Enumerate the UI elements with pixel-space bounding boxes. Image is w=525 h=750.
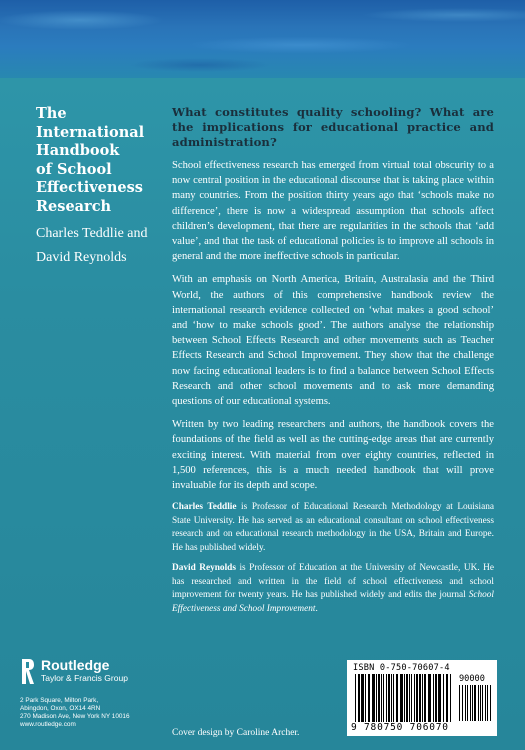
author-bio-reynolds xyxy=(172,562,494,616)
publisher-address xyxy=(20,697,170,729)
barcode-bar xyxy=(400,674,403,722)
title-line: Effectiveness xyxy=(36,179,143,196)
bio-author-name: Charles Teddlie xyxy=(172,502,237,513)
barcode-bar xyxy=(372,674,375,722)
barcode-bar xyxy=(388,674,390,722)
blurb-column xyxy=(172,105,494,623)
author-bio-teddlie xyxy=(172,501,494,555)
blurb-paragraph: Written by two leading researchers and authors, the handbook covers the foundations of the field as well as the cutting-edge areas that are currently exciting interest. With material from over eighty countries, reflected in 1,500 references, this is a much needed handbook that will prove invaluable for its depth and scope. xyxy=(172,419,494,492)
barcode-bar xyxy=(383,674,384,722)
barcode-bar xyxy=(406,674,408,722)
publisher-logo xyxy=(20,658,170,688)
barcode-bar xyxy=(358,674,360,722)
barcode-bar xyxy=(419,674,421,722)
barcode-bar xyxy=(428,674,431,722)
barcode-bar xyxy=(485,685,486,721)
barcode-bar xyxy=(472,685,473,721)
barcode-bar xyxy=(361,674,364,722)
barcode-bar xyxy=(365,674,366,722)
barcode-bar xyxy=(409,674,410,722)
barcode-bar xyxy=(378,674,380,722)
barcode-bar xyxy=(450,674,451,722)
publisher-block xyxy=(20,658,170,729)
addon-barcode-bars xyxy=(459,685,493,721)
barcode-bar xyxy=(404,674,405,722)
bio-text: is Professor of Education at the University of Newcastle, UK. He has researched and written in the field of school effectiveness and school improvement for twenty years. He has published widely and edits the journal xyxy=(172,563,494,601)
bio-text-end: . xyxy=(315,603,318,614)
barcode-bar xyxy=(465,685,466,721)
ean-barcode-bars xyxy=(355,674,453,722)
barcode-bar xyxy=(393,674,394,722)
barcode-bar xyxy=(459,685,460,721)
barcode-bar xyxy=(433,674,434,722)
book-authors xyxy=(36,222,161,270)
barcode-bar xyxy=(414,674,415,722)
barcode-bar xyxy=(411,674,412,722)
title-line: The xyxy=(36,105,67,122)
routledge-logo-icon xyxy=(20,658,36,688)
barcode-bar xyxy=(416,674,418,722)
barcode-bar xyxy=(446,674,448,722)
isbn-text: ISBN 0-750-70607-4 xyxy=(353,663,450,673)
publisher-group: Taylor & Francis Group xyxy=(41,673,128,683)
barcode-bar xyxy=(391,674,392,722)
barcode-bar xyxy=(396,674,398,722)
blurb-headline: What constitutes quality schooling? What are the implications for educational practice and administration? xyxy=(172,105,494,149)
barcode-bar xyxy=(482,685,483,721)
water-texture-banner xyxy=(0,0,525,78)
publisher-name: Routledge xyxy=(41,657,110,673)
title-line: Research xyxy=(36,197,112,215)
isbn-barcode xyxy=(347,660,497,736)
barcode-bar xyxy=(355,674,356,722)
address-line: www.routledge.com xyxy=(20,721,76,728)
barcode-bar xyxy=(368,674,370,722)
barcode-bar xyxy=(490,685,491,721)
address-line: 2 Park Square, Milton Park, xyxy=(20,697,99,704)
ean-number: 9 780750 706070 xyxy=(351,722,449,733)
barcode-bar xyxy=(435,674,437,722)
blurb-paragraph: With an emphasis on North America, Britain, Australasia and the Third World, the authors of this comprehensive handbook review the international research evidence collected on ‘what makes a good school’ and ‘how to make schools good’. The authors analyse the relationship between School Effects Research and other movements such as Teacher Effects Research and School Improvement. They show that the challenge now facing educational leaders is to find a balance between School Effects Research and other school movements and to ask more demanding questions of our educational systems. xyxy=(172,274,494,408)
bio-text: is Professor of Educational Research Methodology at Louisiana State University. He has served as an educational consultant on school effectiveness research and on educational research methodology in the USA, Britain and Europe. He has published widely. xyxy=(172,502,494,553)
author-line: David Reynolds xyxy=(36,250,127,265)
barcode-bar xyxy=(480,685,481,721)
cover-design-credit: Cover design by Caroline Archer. xyxy=(172,728,300,738)
title-line: of School xyxy=(36,160,112,178)
barcode-bar xyxy=(474,685,476,721)
author-line: Charles Teddlie and xyxy=(36,226,148,241)
barcode-bar xyxy=(438,674,441,722)
barcode-bar xyxy=(487,685,488,721)
title-line: International xyxy=(36,123,145,141)
barcode-bar xyxy=(478,685,479,721)
book-title xyxy=(36,105,161,216)
barcode-bar xyxy=(470,685,471,721)
barcode-bar xyxy=(376,674,377,722)
title-block xyxy=(36,105,161,270)
address-line: Abingdon, Oxon, OX14 4RN xyxy=(20,705,101,712)
journal-title: School Effectiveness and School Improvement xyxy=(172,590,494,614)
barcode-bar xyxy=(424,674,426,722)
barcode-bar xyxy=(422,674,423,722)
blurb-paragraph: School effectiveness research has emerged from virtual total obscurity to a now central position in the educational discourse that is taking place within many countries. From the position thirty years ago that ‘schools make no difference’, there is now a widespread assumption that schools affect children’s development, that there are regularities in the schools that ‘add value’, and that the task of educational policies is to improve all schools in general and the more ineffective schools in particular. xyxy=(172,160,494,263)
barcode-bar xyxy=(381,674,382,722)
bio-author-name: David Reynolds xyxy=(172,563,236,574)
barcode-bar xyxy=(443,674,444,722)
price-addon-number: 90000 xyxy=(459,674,485,684)
barcode-bar xyxy=(462,685,463,721)
address-line: 270 Madison Ave, New York NY 10016 xyxy=(20,713,130,720)
barcode-bar xyxy=(467,685,468,721)
title-line: Handbook xyxy=(36,142,120,159)
barcode-bar xyxy=(386,674,387,722)
